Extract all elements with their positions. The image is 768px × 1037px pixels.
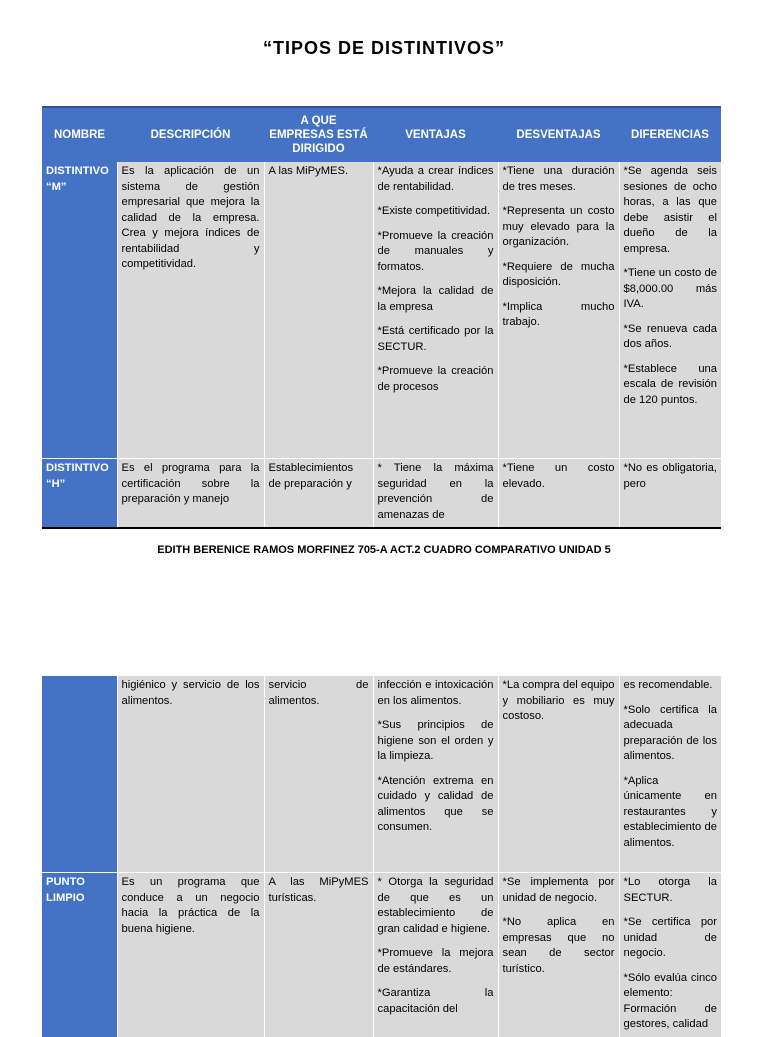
list-item: *La compra del equipo y mobiliario es muy costoso.: [502, 679, 615, 722]
row-diferencias: [619, 676, 721, 873]
list-item: *Ayuda a crear índices de rentabilidad.: [377, 165, 494, 193]
list-item: *Se certifica por unidad de negocio.: [623, 916, 717, 959]
row-a-que: servicio de alimentos.: [264, 676, 373, 873]
header-row: [42, 107, 721, 162]
row-ventajas: [373, 162, 498, 459]
list-item: infección e intoxicación en los alimentos.: [377, 679, 494, 707]
list-item: *Promueve la creación de procesos: [377, 365, 494, 393]
row-desventajas: [498, 676, 619, 873]
header-desventajas: DESVENTAJAS: [498, 107, 619, 162]
row-ventajas: [373, 873, 498, 1037]
list-item: *Se agenda seis sesiones de ocho horas, a las que debe asistir el dueño de la empresa.: [623, 165, 717, 255]
row-desventajas: [498, 162, 619, 459]
list-item: *Lo otorga la SECTUR.: [623, 876, 717, 904]
row-desventajas: *Tiene un costo elevado.: [498, 459, 619, 529]
row-descripcion: higiénico y servicio de los alimentos.: [117, 676, 264, 873]
header-a-que-empresas: A QUE EMPRESAS ESTÁ DIRIGIDO: [264, 107, 373, 162]
comparison-table-page-1: [42, 106, 721, 529]
list-item: *Solo certifica la adecuada preparación de los alimentos.: [623, 703, 717, 762]
table-row-distintivo-m: [42, 162, 721, 459]
table-row-distintivo-h: [42, 459, 721, 529]
row-a-que: A las MiPyMES turísticas.: [264, 873, 373, 1037]
row-diferencias: [619, 873, 721, 1037]
row-diferencias: *No es obligatoria, pero: [619, 459, 721, 529]
row-descripcion: Es el programa para la certificación sobre la preparación y manejo: [117, 459, 264, 529]
row-descripcion: Es un programa que conduce a un negocio hacia la práctica de la buena higiene.: [117, 873, 264, 1037]
row-name: PUNTO LIMPIO: [42, 873, 117, 1037]
header-nombre: NOMBRE: [42, 107, 117, 162]
row-a-que: A las MiPyMES.: [264, 162, 373, 459]
list-item: *Está certificado por la SECTUR.: [377, 325, 494, 353]
row-ventajas: * Tiene la máxima seguridad en la prevención de amenazas de: [373, 459, 498, 529]
row-descripcion: Es la aplicación de un sistema de gestión empresarial que mejora la calidad de la empresa. Crea y mejora índices de rentabilidad y competitividad.: [117, 162, 264, 459]
list-item: *Se renueva cada dos años.: [623, 322, 717, 350]
list-item: *Implica mucho trabajo.: [502, 300, 615, 328]
header-diferencias: DIFERENCIAS: [619, 107, 721, 162]
row-desventajas: [498, 873, 619, 1037]
list-item: *Promueve la mejora de estándares.: [377, 947, 494, 975]
row-name: [42, 676, 117, 873]
header-descripcion: DESCRIPCIÓN: [117, 107, 264, 162]
list-item: *No aplica en empresas que no sean de sector turístico.: [502, 916, 615, 975]
list-item: *Existe competitividad.: [377, 205, 491, 217]
list-item: * Otorga la seguridad de que es un establecimiento de gran calidad e higiene.: [377, 876, 494, 935]
table-row-punto-limpio: [42, 873, 721, 1037]
list-item: es recomendable.: [623, 679, 713, 691]
list-item: *Establece una escala de revisión de 120 puntos.: [623, 362, 717, 406]
list-item: *Sus principios de higiene son el orden y la limpieza.: [377, 719, 494, 762]
list-item: *Tiene una duración de tres meses.: [502, 165, 615, 193]
row-name: DISTINTIVO “H”: [42, 459, 117, 529]
list-item: *Atención extrema en cuidado y calidad de alimentos que se consumen.: [377, 774, 494, 833]
row-name: DISTINTIVO “M”: [42, 162, 117, 459]
page-title: “TIPOS DE DISTINTIVOS”: [262, 38, 506, 58]
table-row-distintivo-h-continued: [42, 676, 721, 873]
list-item: *Sólo evalúa cinco elemento: Formación de gestores, calidad: [623, 971, 717, 1030]
list-item: *Se implementa por unidad de negocio.: [502, 876, 615, 904]
page-footer: EDITH BERENICE RAMOS MORFINEZ 705-A ACT.2 CUADRO COMPARATIVO UNIDAD 5: [157, 544, 611, 556]
list-item: *Garantiza la capacitación del: [377, 987, 494, 1015]
row-diferencias: [619, 162, 721, 459]
header-ventajas: VENTAJAS: [373, 107, 498, 162]
list-item: *Requiere de mucha disposición.: [502, 260, 615, 288]
list-item: *Aplica únicamente en restaurantes y establecimiento de alimentos.: [623, 774, 717, 849]
row-ventajas: [373, 676, 498, 873]
list-item: *Tiene un costo de $8,000.00 más IVA.: [623, 267, 717, 310]
list-item: *Mejora la calidad de la empresa: [377, 285, 494, 313]
list-item: *Promueve la creación de manuales y formatos.: [377, 229, 494, 273]
row-a-que: Establecimientos de preparación y: [264, 459, 373, 529]
comparison-table-page-2: [42, 676, 721, 1037]
list-item: *Representa un costo muy elevado para la organización.: [502, 205, 615, 248]
